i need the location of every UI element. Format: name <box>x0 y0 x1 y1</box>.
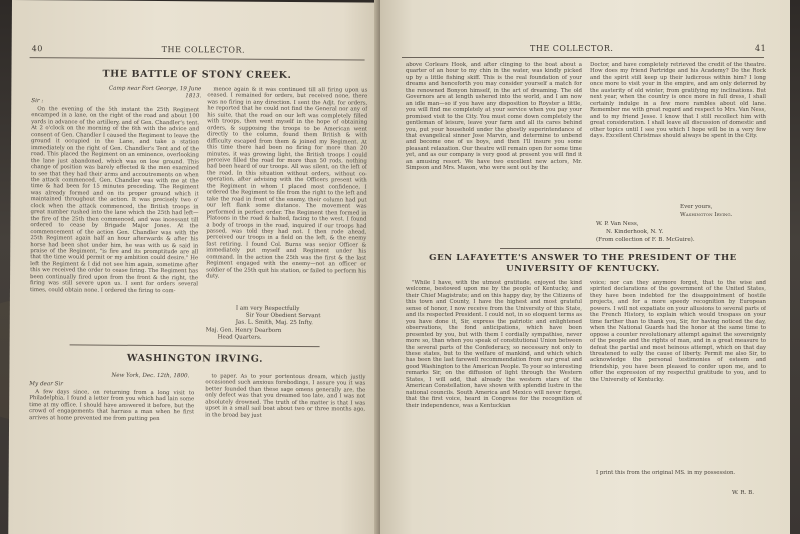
right-page <box>380 0 790 534</box>
stony-creek-signature: Jas. L. Smith, Maj. 25 Infty. <box>235 319 313 327</box>
irving-source-note: (From collection of F. B. McGuire). <box>596 237 695 243</box>
lafayette-column-1-text: "While I have, with the utmost gratitude, enjoyed the kind welcome, bestowed upon me by the people of Kentucky, and their Chief Magistrate; and on this happy day, by the Citizens of this town and County, I have the highest and most grateful sense of honor, I now receive from the University of this State, and its respected President. I could not, in so eloquent terms as you have done it, Sir, express the patriotic and enlightened observations, the fond anticipations, which have been presented by you, but with them I cordially sympathise, never more so, than when you speak of constitutional Union between the several parts of the Confederacy, so necessary not only to these states, but to the welfare of mankind, and which which has been the last farewell recommendation from our great and good Washington to the American People. To your so interesting remarks Sir, on the diffusion of light through the Western States, I will add, that already the western stars of the American Constellation, have shown with splendid lustre in the national councils. South America and Mexico will never forget, that the first voice, heard in Congress for the recognition of their independence, was a Kentuckian <box>406 280 582 409</box>
irving-continuation-column-1 <box>406 62 582 260</box>
lafayette-column-2-text: voice; nor can they anymore forget, that to the wise and spirited declarations of the government of the United States, they have been indebted for the disappointment of hostile projects, and for a more speedy recognition by European powers. I will not expatiate on your allusions to several parts of the French History, to explain which would trespass on your time farther than to thank you, Sir, for having noticed the day, when the National Guards had the honor at the same time to oppose a counter revolutionary attempt against the sovereignty of the people and the rights of man, and in a great measure to defeat the partial and most heinous attempt, which on that day threatened to sully the cause of liberty. Permit me also Sir, to acknowledge the personal testimonies of esteem and friendship, you have been pleased to confer upon me, and to offer the expression of my respectful gratitude to you, and to the University of Kentucky. <box>590 280 766 383</box>
stony-creek-addressee-2: Head Quarters. <box>217 334 262 341</box>
left-page <box>8 0 380 534</box>
irving-addressee-2: N. Kinderhook, N. Y. <box>606 229 664 235</box>
stony-creek-salutation: Sir : <box>31 98 44 105</box>
lafayette-print-note <box>590 470 766 486</box>
irving-addressee-1: W. P. Van Ness, <box>596 221 639 227</box>
stony-creek-signoff: Sir Your Obedient Servant <box>245 312 321 320</box>
right-page-number: 41 <box>755 44 767 53</box>
lafayette-column-2 <box>590 280 766 460</box>
stony-creek-addressee: Maj. Gen. Henry Dearborn <box>205 327 282 334</box>
article-title-irving: WASHINGTON IRVING. <box>126 352 264 365</box>
article-title-stony-creek: THE BATTLE OF STONY CREEK. <box>102 68 292 81</box>
left-head-rule <box>30 57 365 60</box>
irving-continuation-column-2 <box>590 62 766 202</box>
right-section-divider <box>500 248 670 249</box>
left-running-head: THE COLLECTOR. <box>161 45 246 55</box>
irving-signature: Washington Irving. <box>680 212 733 218</box>
lafayette-initials: W. R. B. <box>732 490 754 496</box>
irving-column-1-text: A few days since, on returning from a long visit to Philadelphia, I found a letter from you which had lain some time at my office. I should have answered it before, but the crowd of engagements that harrass a man when he first arrives at home prevented me from putting pen <box>29 389 195 422</box>
irving-column-1 <box>29 389 194 450</box>
section-divider <box>70 344 320 347</box>
irving-ever-yours: Ever yours, <box>680 204 713 210</box>
irving-continuation-2-text: Doctor, and have completely retrieved the credit of the theatre. How does my friend Partridge and his Academy? Do the Rock and the spirit still keep up their ludicrous within him? I long once more to visit your in the empire, and am only deterred by the austerity of old winter, from gratifying my inclinations. But next year, when the country is once more in full dress, I shall certainly indulge in a few more rambles about old lane. Remember me with great regard and respect to Mrs. Van Ness, and to my friend Jesse. I know that I still recollect him with great consideration. I shall leave all discussion of domestic and other topics until I see you which I hope will be in a very few days. Excellent Christmas should always be spent in the City. <box>590 62 766 139</box>
article-title-lafayette-2: UNIVERSITY OF KENTUCKY. <box>506 264 660 274</box>
irving-salutation: My dear Sir <box>29 381 63 388</box>
irving-continuation-1-text: above Corlears Hook, and after clinging to the boat about a quarter of an hour to my chin in the water, was kindly picked up by a little fishing skiff. This is the real foundation of your dreams and henceforth you may consider yourself a match for the renowned Bonyon himself, in the art of dreaming. The old Governors are at length ushered into the world, and I am now an idle man—so if you have any disposition to Royster a little, you will find me completely at your service when you pay your promised visit to the City. You must come down completely the gentleman of leisure, leave your farm and all its cares behind you, put your household under the ghostly superintendance of that evangelical sinner Jose Marvin, and determine to unbend and become one of us boys, and then I'll insure you some pleasant relaxation. Our theatre will remain open for some time yet, and as our company is very good at present you will find it an amusing resort. We have two excellent new actors, Mr. Simpson and Mrs. Mason, who were sent out by the <box>406 62 582 172</box>
irving-dateline: New York, Dec. 12th, 1800. <box>111 372 190 380</box>
right-head-rule <box>402 57 764 58</box>
lafayette-print-note-text: I print this from the original MS. in my possession. <box>596 470 736 476</box>
stony-creek-column-2 <box>206 86 368 305</box>
irving-column-2 <box>205 373 365 434</box>
left-page-number: 40 <box>31 44 43 54</box>
stony-creek-column-1 <box>30 106 200 334</box>
irving-column-2-text: to paper. As to your portentous dream, which justly occasioned such anxious forebodings, I assure you it was better founded than these sage omens generally are, the only defect was that you dreamed too late, and I was not absolutely drowned. The truth of the matter is that I was upset in a small sail boat about two or three months ago, in the broad bay just <box>205 373 366 419</box>
stony-creek-dateline: Camp near Fort George, 19 June 1813. <box>108 85 202 99</box>
stony-creek-column-2-text: mence again & it was continued till all firing upon us ceased. I remained for orders, but received none, there was no firing in any direction. I sent the Adjt. for orders, he reported that he could not find the General nor any of his suite, that the road on our left was completely filled with troops, then went myself in the hope of obtaining orders, & supposing the troops to be American went directly to the column, found them British & with difficulty escaped from them & joined my Regiment. At this time there had been no firing for more than 20 minutes, it was growing light, the British troops I could perceive filled the road for more than 50 rods, nothing had been heard of our troops. All was silent, on the left of the road. In this situation without orders, without co-operation, after advising with the Officers present with the Regiment in whom I placed most confidence, I ordered the Regiment to file from the right to the left and take the road in front of the enemy, their column had put our left flank some distance. The movement was performed in perfect order. The Regiment then formed in Platoons in the road & halted, facing to the west. I found a body of troops in the road, inquired if our troops had passed, was told they had not. I then rode ahead, perceived our troops in a field on the left, & the enemy fast retiring. I found Col. Burns was senior Officer & immediately put myself and Regiment under his command. In the action the 25th was the first & the last Regiment engaged with the enemy—not an officer or soldier of the 25th quit his station, or failed to perform his duty. <box>206 86 368 280</box>
lafayette-column-1 <box>406 280 582 510</box>
article-title-lafayette-1: GEN LAFAYETTE'S ANSWER TO THE PRESIDENT OF THE <box>429 253 737 263</box>
right-running-head: THE COLLECTOR. <box>530 44 614 53</box>
stony-creek-column-1-text: On the evening of the 5th instant the 25th Regiment encamped in a lane, on the right of the road and about 100 yards in advance of the artillery, and of Gen. Chandler's tent. At 2 o'clock on the morning of the 6th with the advice and consent of Gen. Chandler I caused the Regiment to leave the ground it occupied in the Lane, and take a station immediately on the right of Gen. Chandler's Tent and of the road. This placed the Regiment on an eminence, overlooking the lane just abandoned, which was on low ground. This change of position was barely effected & the men examined to see that they had their arms and accoutrements on when the attack commenced. Gen. Chandler was with me at the time & had been for 15 minutes preceding. The Regiment was already formed and on its proper ground which it maintained throughout the action. It was precisely two o' clock when the attack commenced, the British troops in great number rushed into the lane which the 25th had left—the fire of the 25th then commenced, and was incessant till ordered to cease by Brigade Major Jones. At the commencement of the action Gen. Chandler was with the 25th Regiment again half an hour afterwards & after his horse had been shot under him, he was with us & said in praise of the Regiment, "is fire and its promptitude are all that the time would permit or my ambition could desire." He left the Regiment & I did not see him again, sometime after this we received the order to cease firing. The Regiment has been continually fired upon from the front & the right, the firing was still severe upon us. I sent for orders several times, could obtain none. I ordered the firing to com- <box>29 106 200 294</box>
stony-creek-closing: I am very Respectfully <box>235 305 300 313</box>
